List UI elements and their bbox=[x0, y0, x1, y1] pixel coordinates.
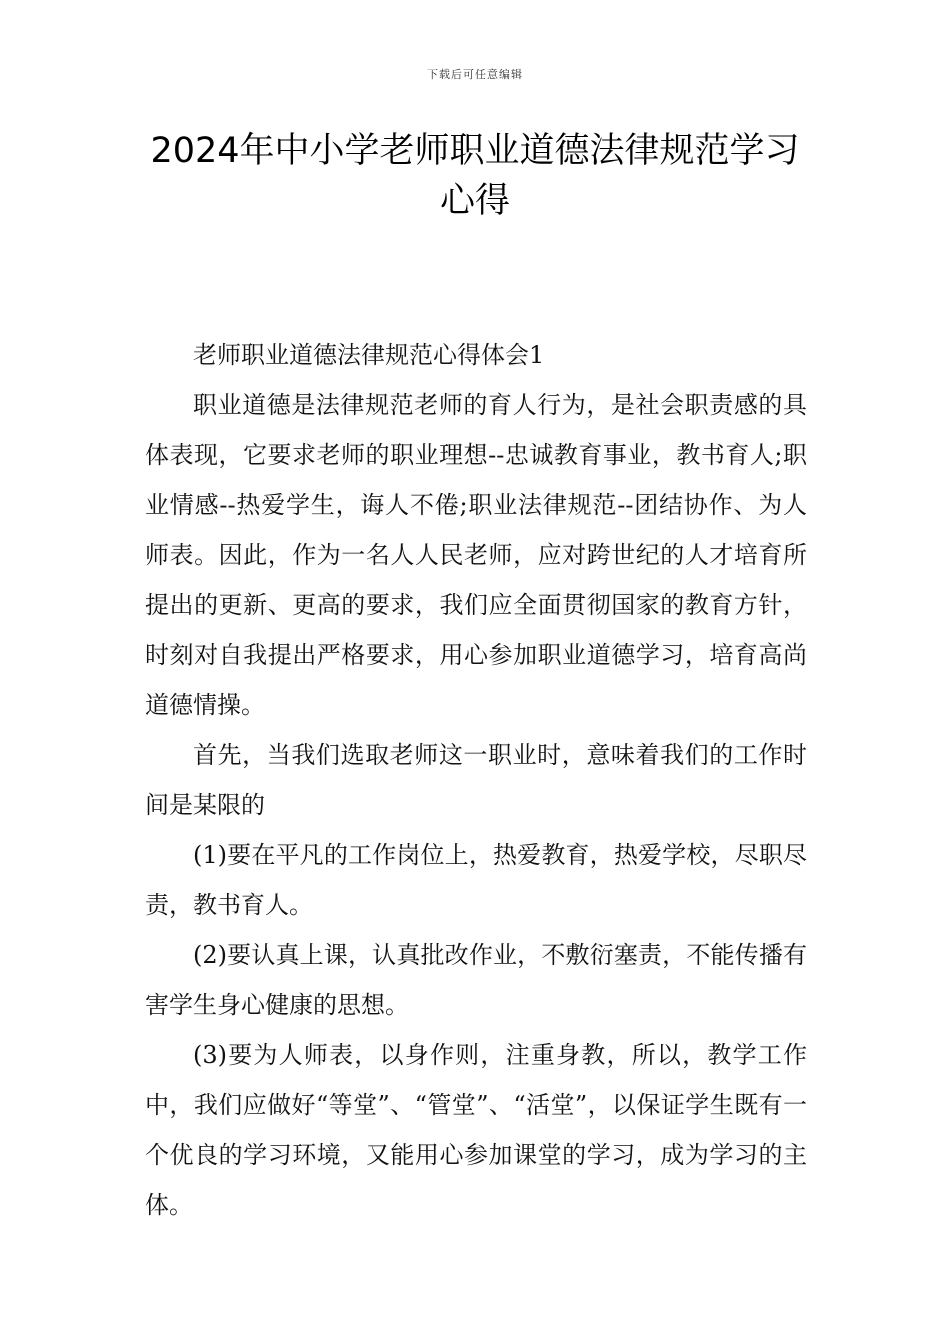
document-title: 2024年中小学老师职业道德法律规范学习心得 bbox=[150, 131, 800, 221]
section-heading: 老师职业道德法律规范心得体会1 bbox=[193, 341, 545, 369]
header-note: 下载后可任意编辑 bbox=[427, 68, 523, 81]
paragraph: (3)要为人师表，以身作则，注重身教，所以，教学工作中，我们应做好“等堂”、“管堂”、“活堂”，以保证学生既有一个优良的学习环境，又能用心参加课堂的学习，成为学习的主体。 bbox=[145, 1041, 807, 1219]
document-body bbox=[145, 330, 807, 1230]
paragraph: 首先，当我们选取老师这一职业时，意味着我们的工作时间是某限的 bbox=[145, 741, 807, 819]
paragraph: (1)要在平凡的工作岗位上，热爱教育，热爱学校，尽职尽责，教书育人。 bbox=[145, 841, 807, 919]
paragraph: (2)要认真上课，认真批改作业，不敷衍塞责，不能传播有害学生身心健康的思想。 bbox=[145, 941, 807, 1019]
paragraph: 职业道德是法律规范老师的育人行为，是社会职责感的具体表现，它要求老师的职业理想--忠诚教育事业，教书育人;职业情感--热爱学生，诲人不倦;职业法律规范--团结协作、为人师表。因此，作为一名人人民老师，应对跨世纪的人才培育所提出的更新、更高的要求，我们应全面贯彻国家的教育方针，时刻对自我提出严格要求，用心参加职业道德学习，培育高尚道德情操。 bbox=[145, 391, 807, 719]
